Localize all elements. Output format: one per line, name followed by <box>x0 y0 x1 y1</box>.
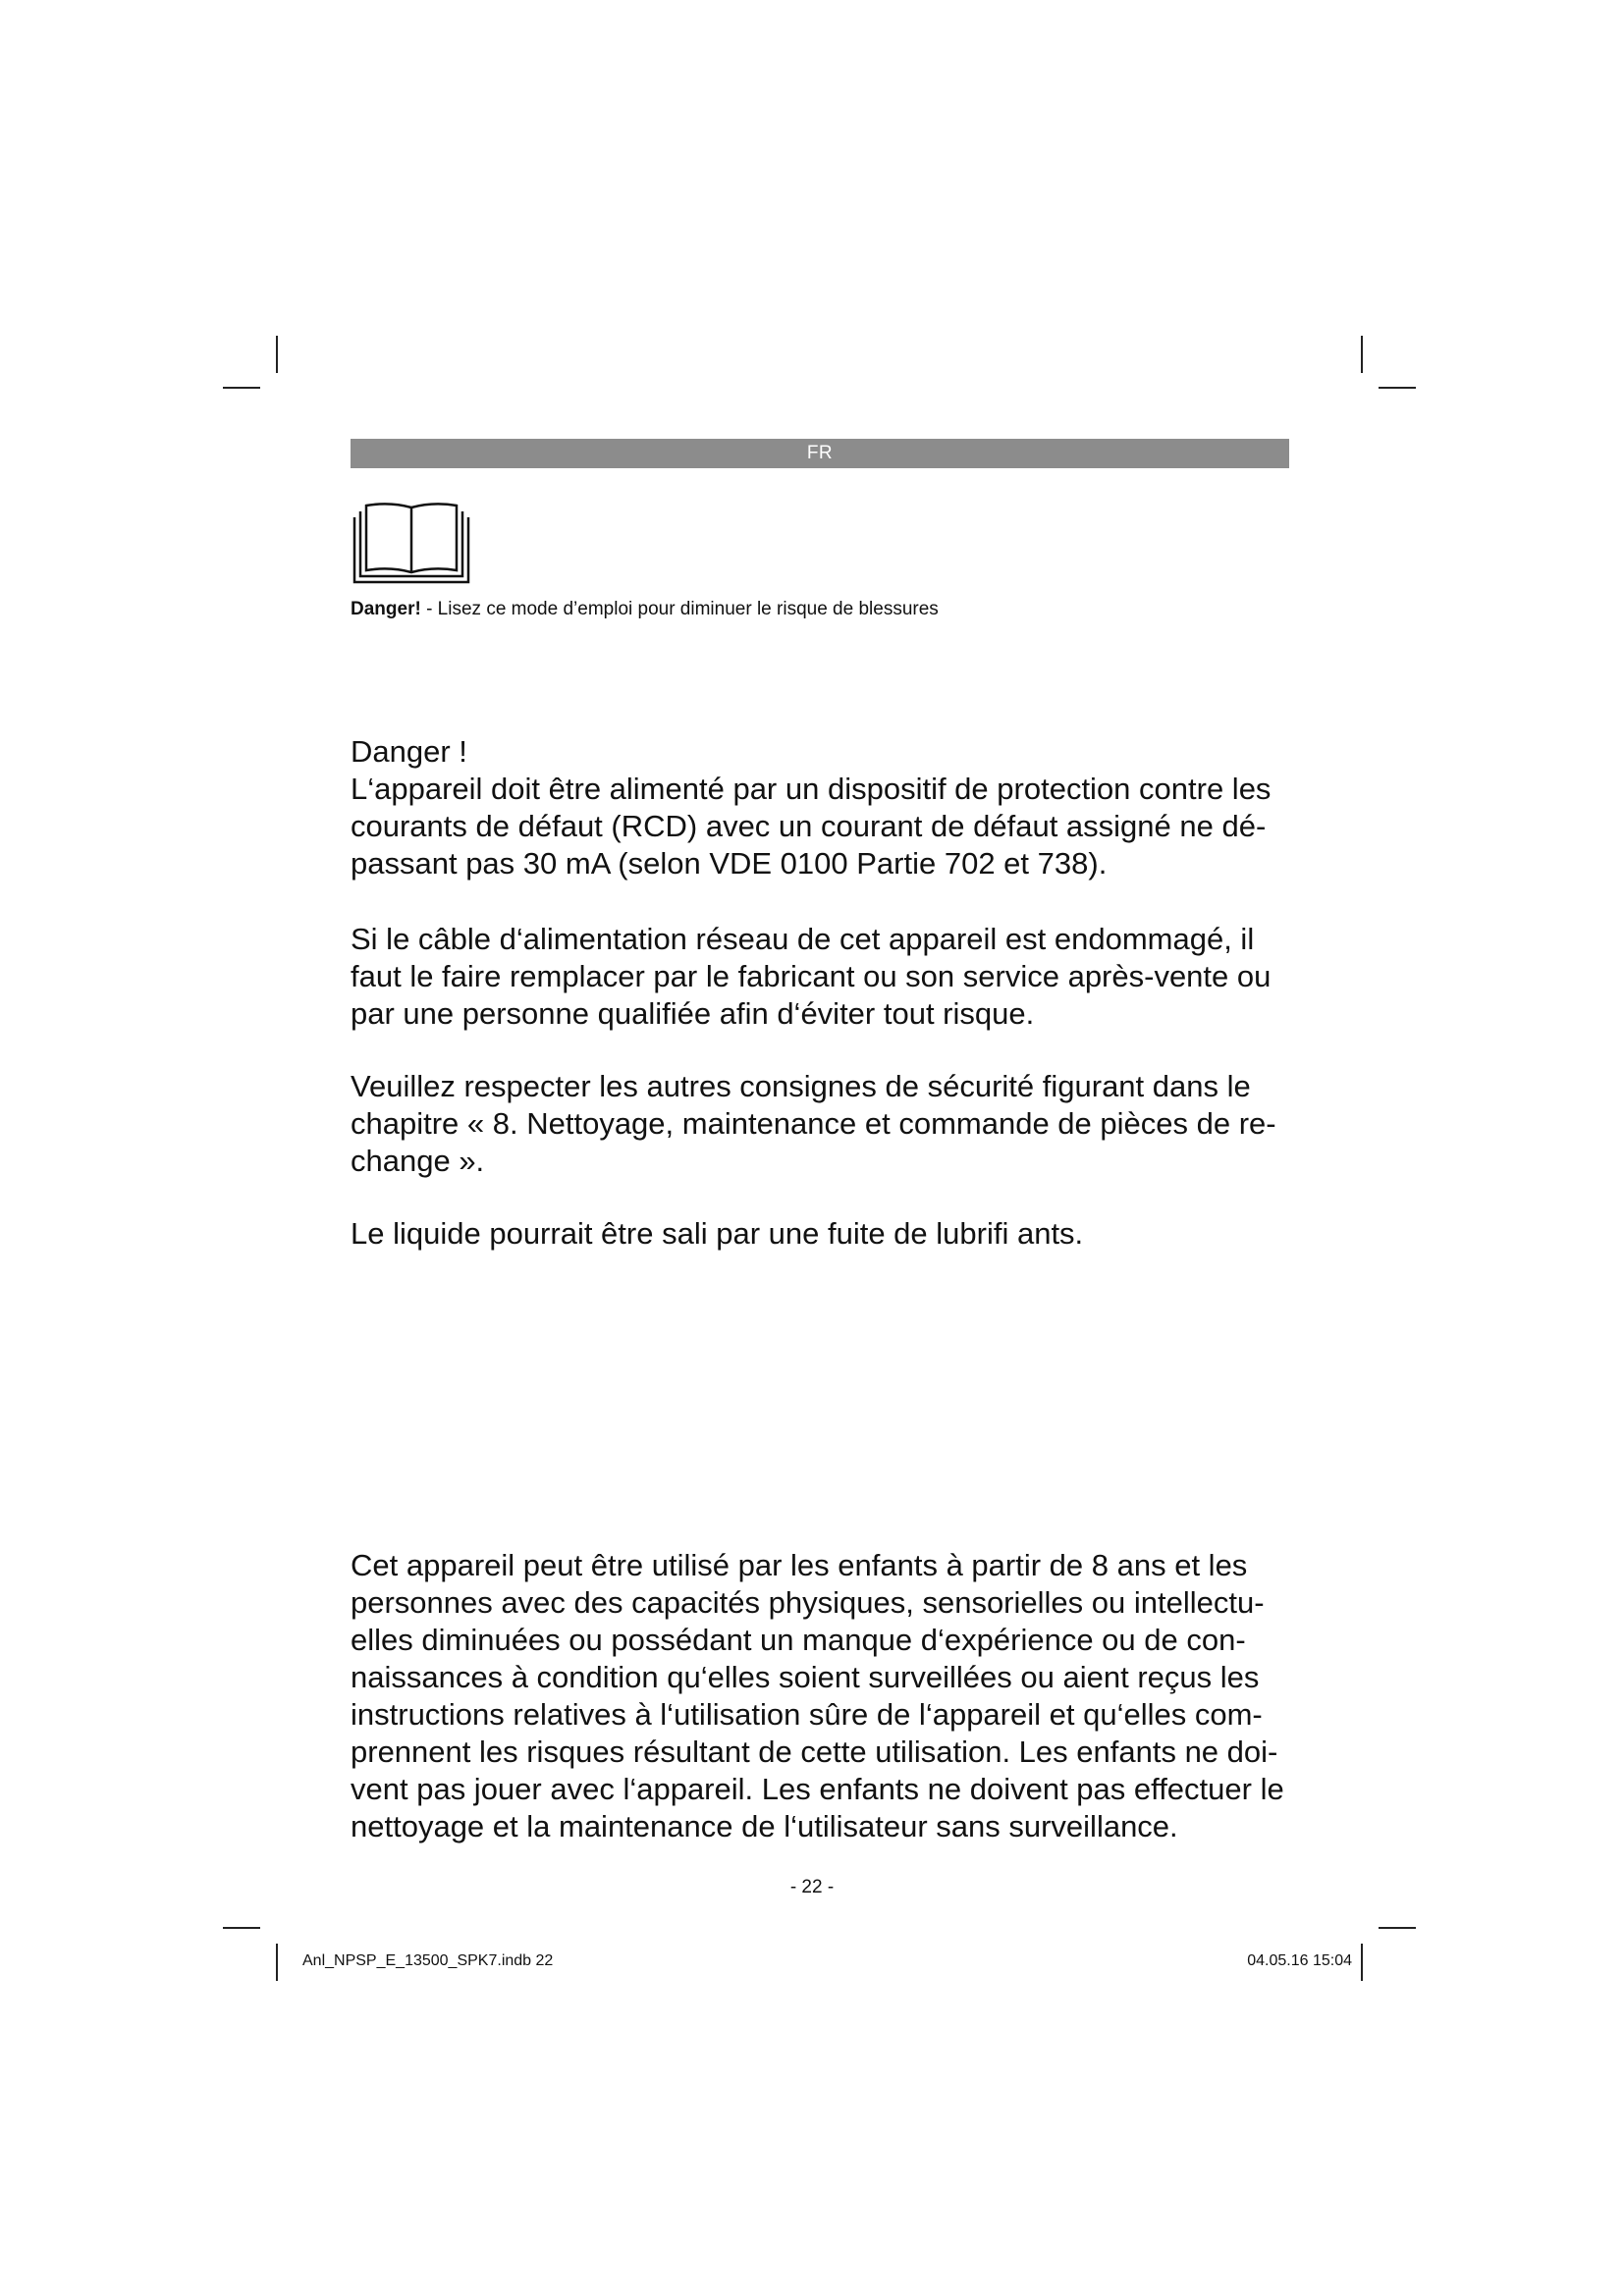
text-line: passant pas 30 mA (selon VDE 0100 Partie 702 et 738). <box>351 846 1108 881</box>
print-date-info: 04.05.16 15:04 <box>1247 1952 1352 1969</box>
crop-mark <box>223 1927 260 1929</box>
crop-mark <box>223 387 260 389</box>
warning-caption <box>351 599 939 620</box>
text-line: Cet appareil peut être utilisé par les enfants à partir de 8 ans et les <box>351 1548 1248 1582</box>
crop-mark <box>1361 1944 1363 1981</box>
text-line: L‘appareil doit être alimenté par un dispositif de protection contre les <box>351 772 1272 806</box>
text-line: vent pas jouer avec l‘appareil. Les enfants ne doivent pas effectuer le <box>351 1772 1284 1806</box>
warning-label: Danger! <box>351 599 421 619</box>
text-line: faut le faire remplacer par le fabricant ou son service après-vente ou <box>351 959 1272 993</box>
text-line: chapitre « 8. Nettoyage, maintenance et commande de pièces de re- <box>351 1106 1276 1141</box>
language-label: FR <box>806 443 834 463</box>
safety-instructions-paragraph <box>351 1068 1293 1180</box>
text-line: Le liquide pourrait être sali par une fuite de lubrifi ants. <box>351 1216 1084 1251</box>
text-line: par une personne qualifiée afin d‘éviter tout risque. <box>351 996 1035 1031</box>
text-line: Veuillez respecter les autres consignes de sécurité figurant dans le <box>351 1069 1251 1103</box>
crop-mark <box>276 1944 278 1981</box>
lubricant-paragraph <box>351 1215 1293 1253</box>
crop-mark <box>1379 387 1416 389</box>
text-line: prennent les risques résultant de cette utilisation. Les enfants ne doi- <box>351 1735 1278 1769</box>
page-number: - 22 - <box>789 1877 835 1897</box>
crop-mark <box>1361 336 1363 373</box>
text-line: instructions relatives à l‘utilisation sûre de l‘appareil et qu‘elles com- <box>351 1697 1263 1732</box>
children-paragraph <box>351 1547 1293 1845</box>
text-line: elles diminuées ou possédant un manque d‘expérience ou de con- <box>351 1623 1246 1657</box>
text-line: change ». <box>351 1144 485 1178</box>
warning-text: - Lisez ce mode d’emploi pour diminuer le risque de blessures <box>420 599 939 619</box>
print-file-info: Anl_NPSP_E_13500_SPK7.indb 22 <box>302 1952 554 1969</box>
text-line: personnes avec des capacités physiques, sensorielles ou intellectu- <box>351 1585 1265 1620</box>
open-book-icon <box>351 500 472 586</box>
cable-paragraph <box>351 921 1293 1033</box>
language-header-bar <box>351 439 1289 468</box>
text-line: courants de défaut (RCD) avec un courant de défaut assigné ne dé- <box>351 809 1267 843</box>
crop-mark <box>276 336 278 373</box>
text-line: naissances à condition qu‘elles soient surveillées ou aient reçus les <box>351 1660 1260 1694</box>
crop-mark <box>1379 1927 1416 1929</box>
text-line: Danger ! <box>351 734 467 769</box>
danger-rcd-paragraph <box>351 733 1293 882</box>
text-line: nettoyage et la maintenance de l‘utilisateur sans surveillance. <box>351 1809 1178 1843</box>
text-line: Si le câble d‘alimentation réseau de cet appareil est endommagé, il <box>351 922 1255 956</box>
